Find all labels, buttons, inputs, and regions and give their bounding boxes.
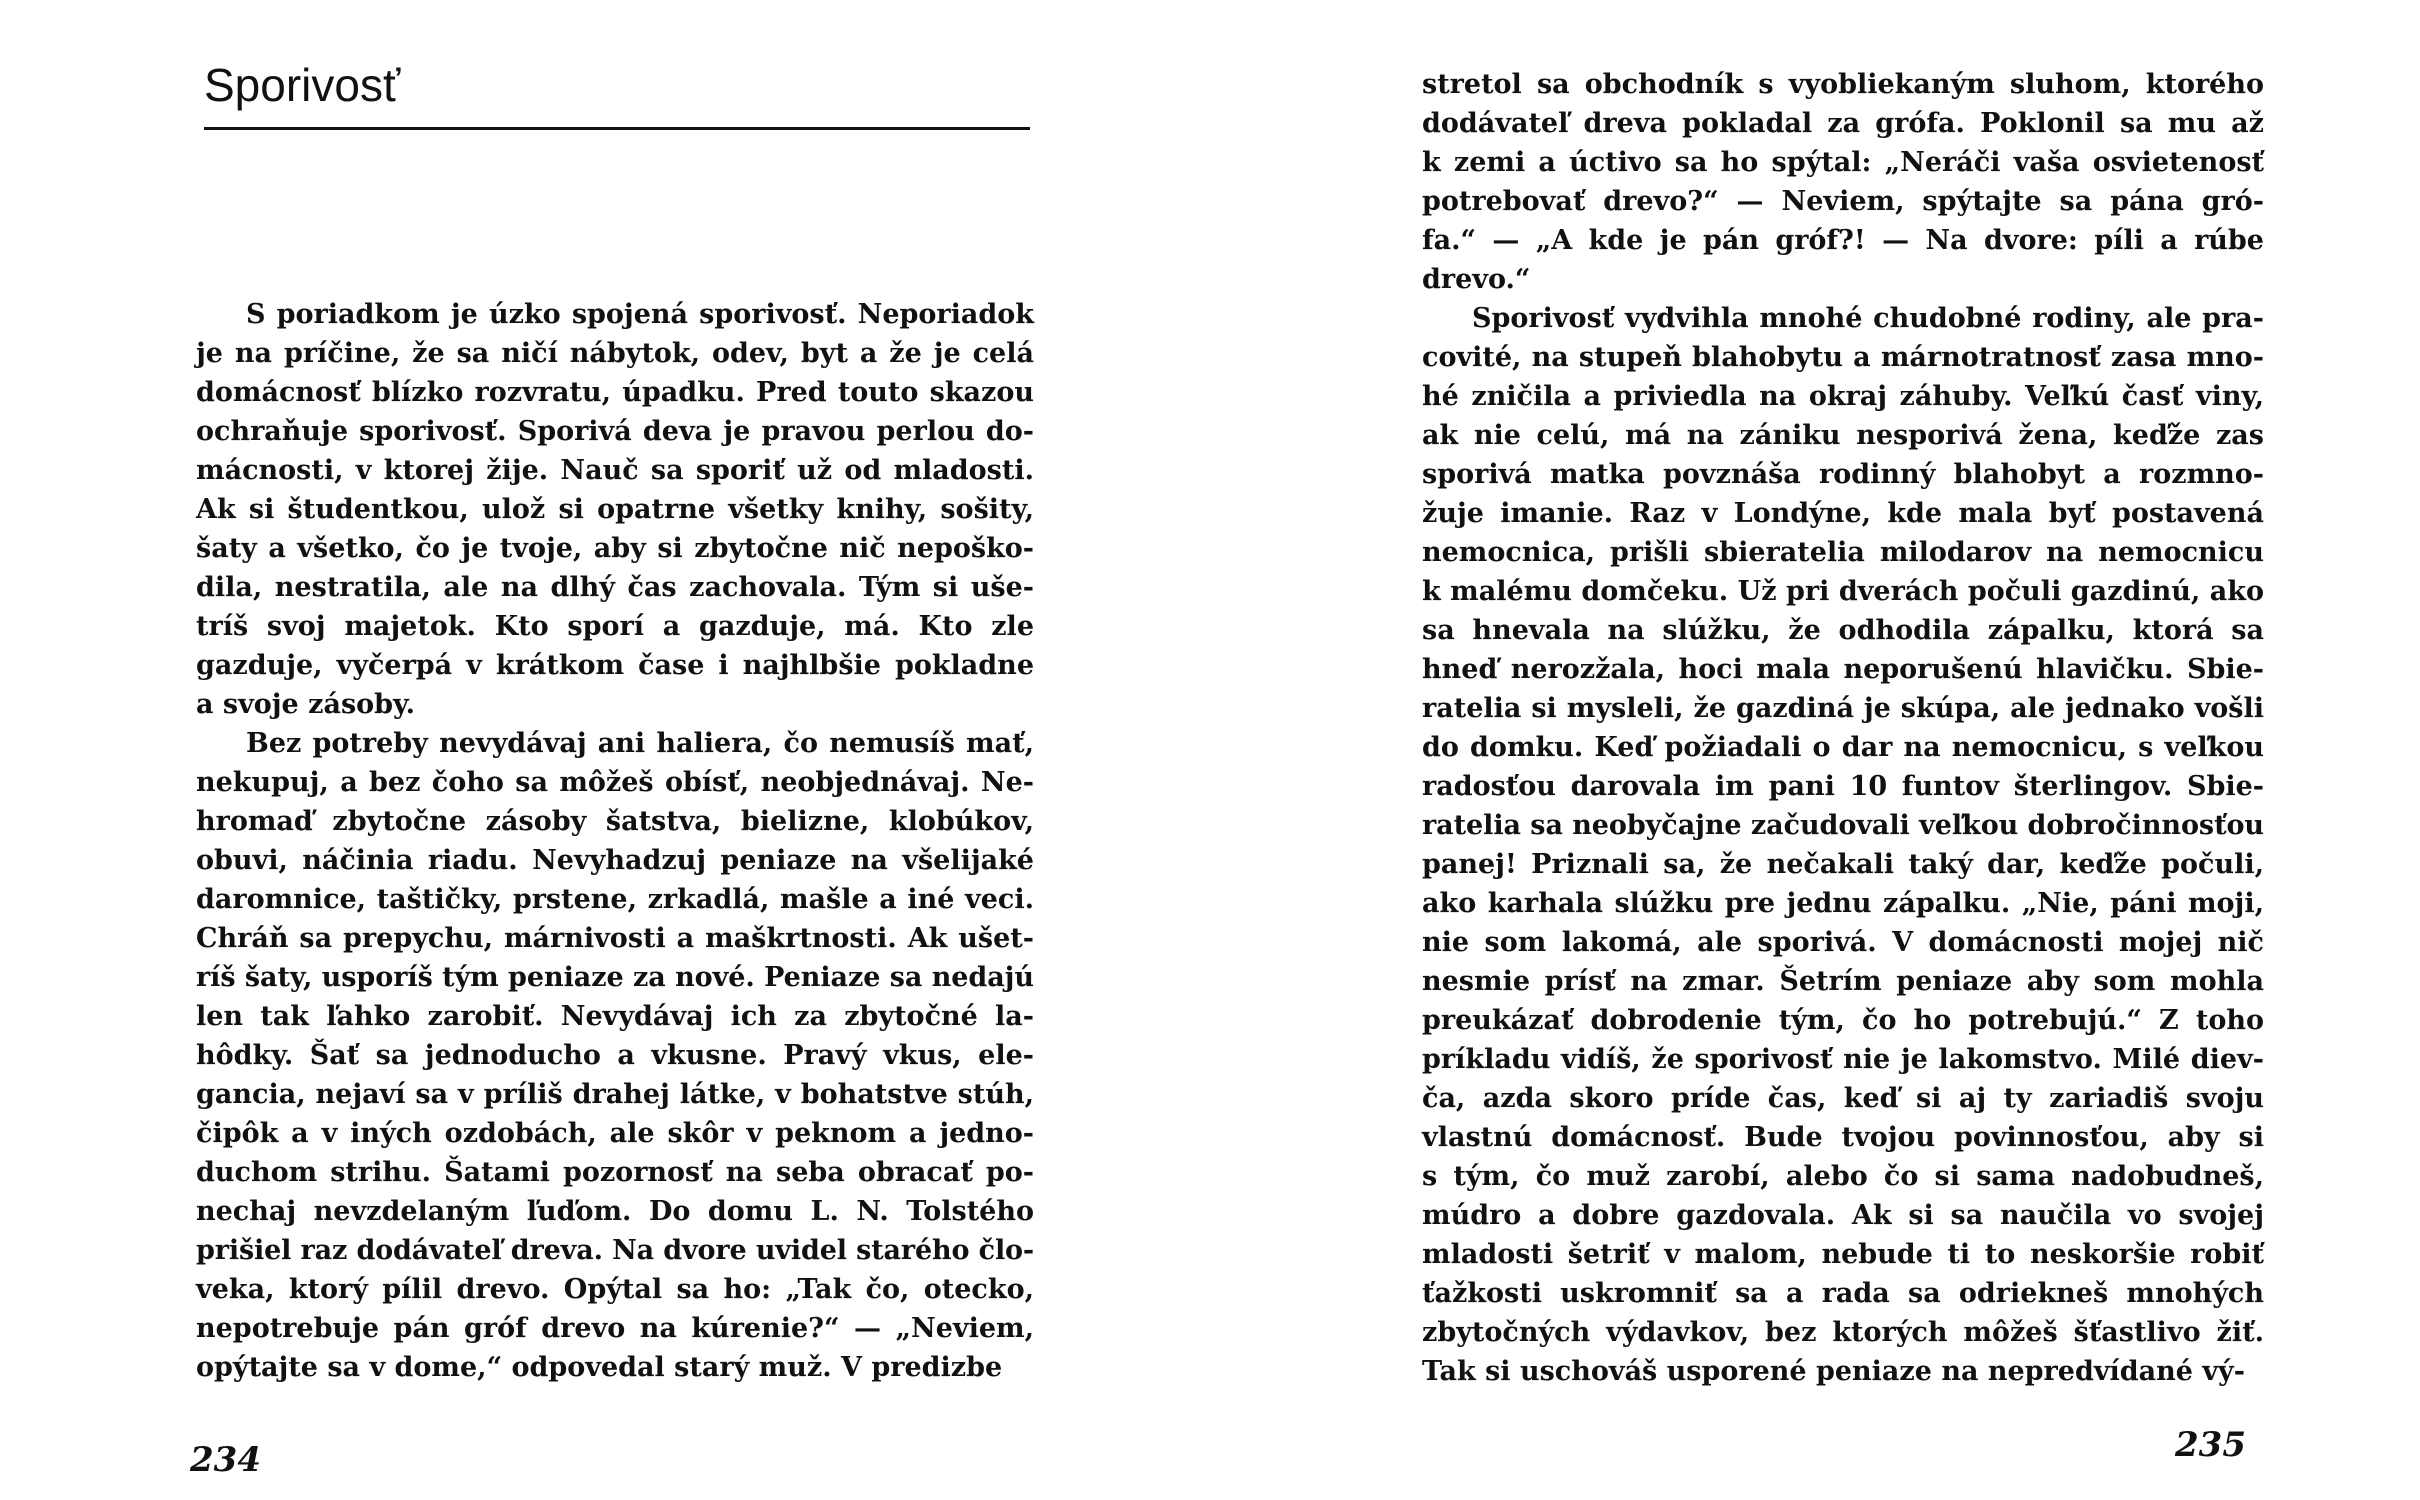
text-line: Chráň sa prepychu, márnivosti a maškrtnosti. Ak ušet-: [196, 923, 1034, 954]
text-line: ríš šaty, usporíš tým peniaze za nové. Peniaze sa nedajú: [196, 962, 1034, 993]
page-number-right: 235: [2175, 1425, 2246, 1465]
text-line: k zemi a úctivo sa ho spýtal: „Neráči vaša osvietenosť: [1422, 147, 2264, 178]
right-page-text: [1422, 65, 2264, 1391]
text-line: hromaď zbytočne zásoby šatstva, bielizne, klobúkov,: [196, 806, 1034, 837]
text-line: len tak ľahko zarobiť. Nevydávaj ich za zbytočné la-: [196, 1001, 1034, 1032]
text-line: hneď nerozžala, hoci mala neporušenú hlavičku. Sbie-: [1422, 654, 2264, 685]
text-line: nesmie prísť na zmar. Šetrím peniaze aby som mohla: [1422, 966, 2264, 997]
text-line: ratelia si mysleli, že gazdiná je skúpa, ale jednako vošli: [1422, 693, 2264, 724]
page-number-left: 234: [190, 1440, 261, 1480]
text-line: S poriadkom je úzko spojená sporivosť. Neporiadok: [246, 299, 1034, 330]
text-line: sporivá matka povznáša rodinný blahobyt a rozmno-: [1422, 459, 2264, 490]
text-line: žuje imanie. Raz v Londýne, kde mala byť postavená: [1422, 498, 2264, 529]
left-page-text: [196, 295, 1034, 1387]
text-line: šaty a všetko, čo je tvoje, aby si zbytočne nič nepoško-: [196, 533, 1034, 564]
text-line: s tým, čo muž zarobí, alebo čo si sama nadobudneš,: [1422, 1161, 2264, 1192]
text-line: radosťou darovala im pani 10 funtov šterlingov. Sbie-: [1422, 771, 2264, 802]
text-line: duchom strihu. Šatami pozornosť na seba obracať po-: [196, 1157, 1034, 1188]
text-line: panej! Priznali sa, že nečakali taký dar, keďže počuli,: [1422, 849, 2264, 880]
text-line: nepotrebuje pán gróf drevo na kúrenie?“ — „Neviem,: [196, 1313, 1034, 1344]
text-line: obuvi, náčinia riadu. Nevyhadzuj peniaze na všelijaké: [196, 845, 1034, 876]
text-line: dodávateľ dreva pokladal za grófa. Poklonil sa mu až: [1422, 108, 2264, 139]
text-line: gazduje, vyčerpá v krátkom čase i najhlbšie pokladne: [196, 650, 1034, 681]
text-line: sa hnevala na slúžku, že odhodila zápalku, ktorá sa: [1422, 615, 2264, 646]
text-line: do domku. Keď požiadali o dar na nemocnicu, s veľkou: [1422, 732, 2264, 763]
paragraph: [196, 295, 1034, 724]
chapter-title: Sporivosť: [204, 59, 401, 111]
text-line: mladosti šetriť v malom, nebude ti to neskoršie robiť: [1422, 1239, 2264, 1270]
text-line: vlastnú domácnosť. Bude tvojou povinnosťou, aby si: [1422, 1122, 2264, 1153]
text-line: nie som lakomá, ale sporivá. V domácnosti mojej nič: [1422, 927, 2264, 958]
text-line: ak nie celú, má na zániku nesporivá žena, keďže zas: [1422, 420, 2264, 451]
text-line: covité, na stupeň blahobytu a márnotratnosť zasa mno-: [1422, 342, 2264, 373]
text-line: nemocnica, prišli sbieratelia milodarov na nemocnicu: [1422, 537, 2264, 568]
text-line: mácnosti, v ktorej žije. Nauč sa sporiť už od mladosti.: [196, 455, 1034, 486]
text-line: ratelia sa neobyčajne začudovali veľkou dobročinnosťou: [1422, 810, 2264, 841]
text-line: nechaj nevzdelaným ľuďom. Do domu L. N. Tolstého: [196, 1196, 1034, 1227]
text-line: prišiel raz dodávateľ dreva. Na dvore uvidel starého člo-: [196, 1235, 1034, 1266]
text-line: ča, azda skoro príde čas, keď si aj ty zariadiš svoju: [1422, 1083, 2264, 1114]
text-line: ochraňuje sporivosť. Sporivá deva je pravou perlou do-: [196, 416, 1034, 447]
text-line: Ak si študentkou, ulož si opatrne všetky knihy, sošity,: [196, 494, 1034, 525]
text-line: a svoje zásoby.: [196, 689, 416, 720]
text-line: preukázať dobrodenie tým, čo ho potrebujú.“ Z toho: [1422, 1005, 2264, 1036]
text-line: stretol sa obchodník s vyobliekaným sluhom, ktorého: [1422, 69, 2264, 100]
text-line: zbytočných výdavkov, bez ktorých môžeš šťastlivo žiť.: [1422, 1317, 2264, 1348]
title-rule: [204, 127, 1030, 130]
text-line: ako karhala slúžku pre jednu zápalku. „Nie, páni moji,: [1422, 888, 2264, 919]
text-line: príkladu vidíš, že sporivosť nie je lakomstvo. Milé diev-: [1422, 1044, 2264, 1075]
paragraph: [1422, 65, 2264, 299]
right-page: [1210, 0, 2420, 1500]
text-line: čipôk a v iných ozdobách, ale skôr v peknom a jedno-: [196, 1118, 1034, 1149]
text-line: domácnosť blízko rozvratu, úpadku. Pred touto skazou: [196, 377, 1034, 408]
text-line: opýtajte sa v dome,“ odpovedal starý muž. V predizbe: [196, 1352, 1003, 1383]
text-line: potrebovať drevo?“ — Neviem, spýtajte sa pána gró-: [1422, 186, 2264, 217]
text-line: Bez potreby nevydávaj ani haliera, čo nemusíš mať,: [246, 728, 1034, 759]
text-line: nekupuj, a bez čoho sa môžeš obísť, neobjednávaj. Ne-: [196, 767, 1034, 798]
text-line: daromnice, taštičky, prstene, zrkadlá, mašle a iné veci.: [196, 884, 1034, 915]
text-line: hé zničila a priviedla na okraj záhuby. Veľkú časť viny,: [1422, 381, 2264, 412]
text-line: k malému domčeku. Už pri dverách počuli gazdinú, ako: [1422, 576, 2264, 607]
paragraph: [196, 724, 1034, 1387]
text-line: veka, ktorý pílil drevo. Opýtal sa ho: „Tak čo, otecko,: [196, 1274, 1034, 1305]
text-line: múdro a dobre gazdovala. Ak si sa naučila vo svojej: [1422, 1200, 2264, 1231]
text-line: hôdky. Šať sa jednoducho a vkusne. Pravý vkus, ele-: [196, 1040, 1034, 1071]
text-line: gancia, nejaví sa v príliš drahej látke, v bohatstve stúh,: [196, 1079, 1034, 1110]
paragraph: [1422, 299, 2264, 1391]
text-line: tríš svoj majetok. Kto sporí a gazduje, má. Kto zle: [196, 611, 1034, 642]
text-line: fa.“ — „A kde je pán gróf?! — Na dvore: píli a rúbe: [1422, 225, 2264, 256]
text-line: Sporivosť vydvihla mnohé chudobné rodiny, ale pra-: [1472, 303, 2264, 334]
text-line: drevo.“: [1422, 264, 1531, 295]
text-line: ťažkosti uskromniť sa a rada sa odriekneš mnohých: [1422, 1278, 2264, 1309]
text-line: je na príčine, že sa ničí nábytok, odev, byt a že je celá: [196, 338, 1034, 369]
text-line: dila, nestratila, ale na dlhý čas zachovala. Tým si uše-: [196, 572, 1034, 603]
text-line: Tak si uschováš usporené peniaze na nepredvídané vý-: [1422, 1356, 2245, 1387]
